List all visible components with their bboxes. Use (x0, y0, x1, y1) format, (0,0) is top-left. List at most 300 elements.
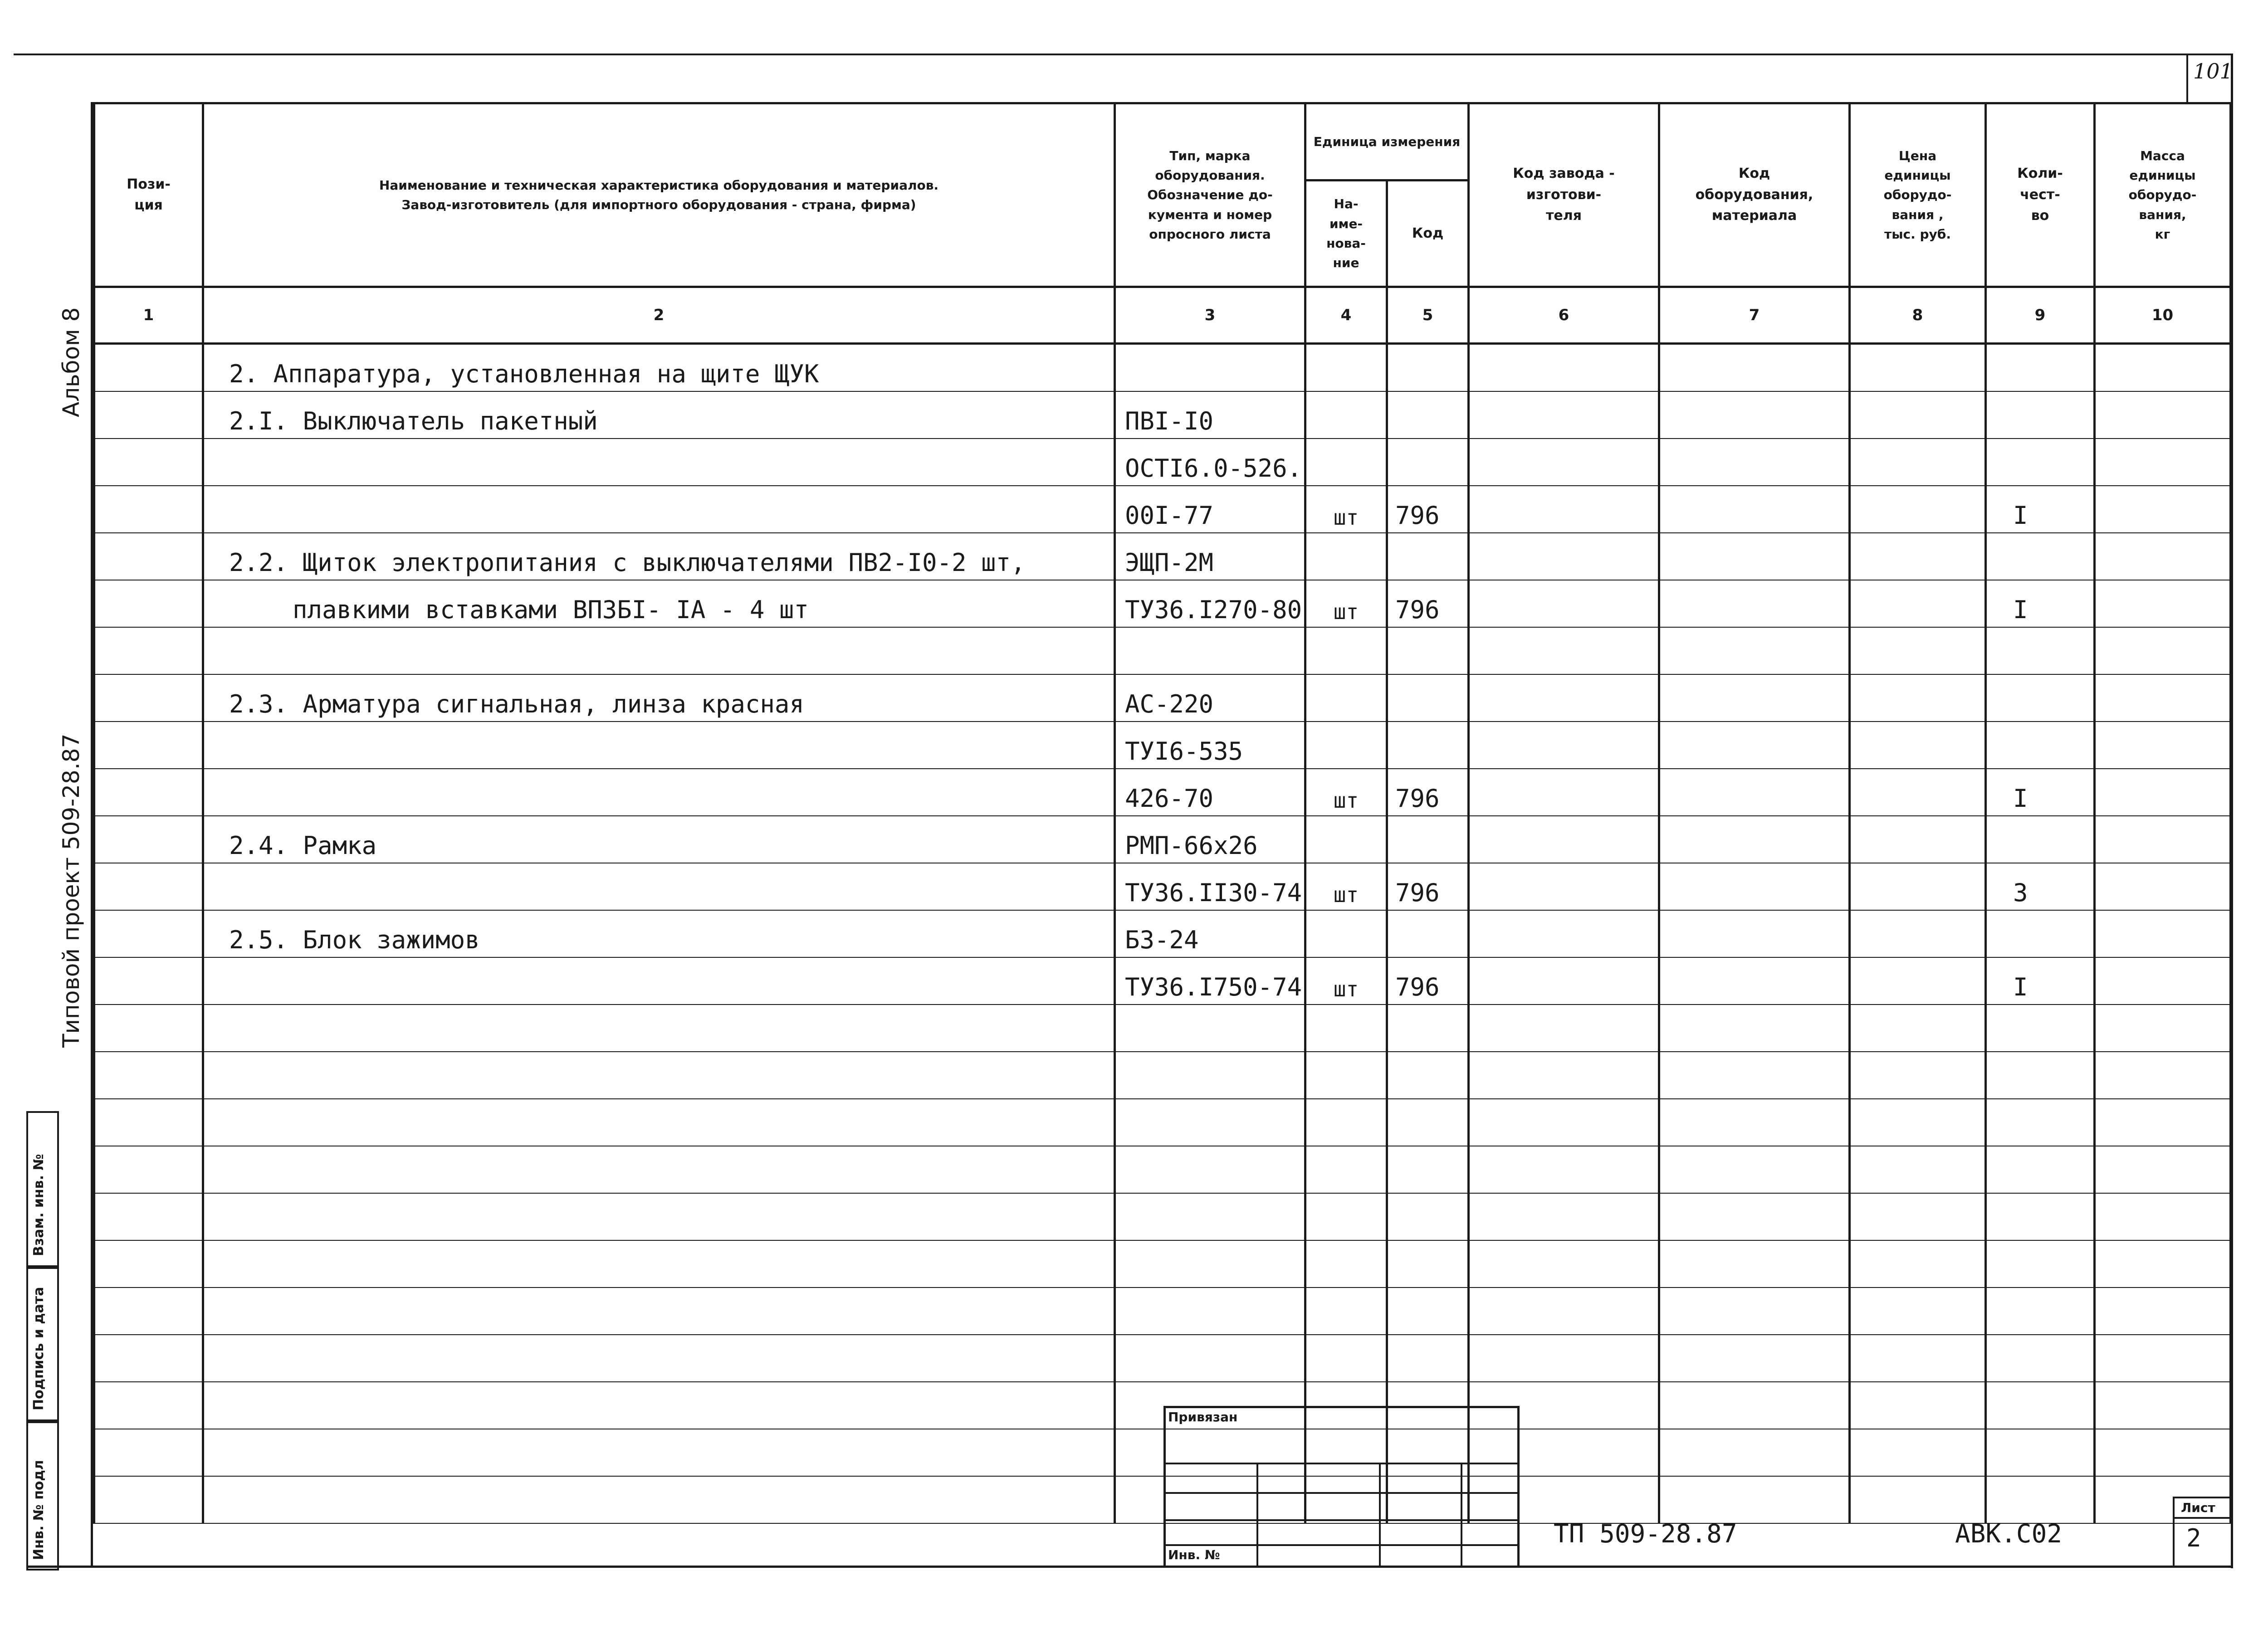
cell-equipment-code (1659, 957, 1850, 1005)
cell-unit-code (1387, 391, 1469, 439)
col-header-type: Тип, марка оборудования. Обозначение до- кумента и номер опросного листа (1115, 103, 1305, 287)
table-row (94, 344, 2231, 392)
col-number: 10 (2095, 287, 2231, 344)
stamp-original-inv: Инв. № подл (31, 1460, 47, 1560)
cell-equipment-code (1659, 1099, 1850, 1146)
album-label: Альбом 8 (58, 307, 84, 417)
cell-price (1850, 957, 1986, 1005)
cell-name: 2.I. Выключатель пакетный (203, 391, 1115, 439)
cell-quantity: 3 (1986, 863, 2095, 910)
cell-name: плавкими вставками ВПЗБI- IA - 4 шт (203, 580, 1115, 627)
cell-plant-code (1469, 391, 1659, 439)
cell-unit-code (1387, 1335, 1469, 1382)
cell-position (94, 533, 203, 580)
title-block-right (1517, 1406, 1520, 1567)
cell-plant-code (1469, 486, 1659, 533)
title-block-grid (1163, 1519, 1520, 1521)
cell-mass (2095, 1099, 2231, 1146)
table-row (94, 580, 2231, 627)
cell-unit-name (1305, 1382, 1387, 1429)
cell-equipment-code (1659, 1052, 1850, 1099)
page-number: 101 (2193, 59, 2233, 83)
cell-equipment-code (1659, 1288, 1850, 1335)
cell-name: 2.3. Арматура сигнальная, линза красная (203, 674, 1115, 722)
cell-equipment-code (1659, 910, 1850, 957)
table-row (94, 1146, 2231, 1193)
cell-price (1850, 1288, 1986, 1335)
col-header-unit-group: Единица измерения (1305, 103, 1469, 180)
cell-unit-name (1305, 722, 1387, 769)
cell-position (94, 439, 203, 486)
table-row (94, 769, 2231, 816)
cell-position (94, 863, 203, 910)
cell-plant-code (1469, 533, 1659, 580)
cell-price (1850, 580, 1986, 627)
title-block-left (1163, 1406, 1166, 1567)
title-right-top (2173, 1497, 2232, 1498)
cell-unit-code: 796 (1387, 769, 1469, 816)
table-row (94, 439, 2231, 486)
cell-mass (2095, 816, 2231, 863)
sheet-cell-left (2173, 1497, 2175, 1567)
cell-equipment-code (1659, 627, 1850, 674)
col-header-unit-name: На- име- нова- ние (1305, 180, 1387, 287)
cell-name (203, 1335, 1115, 1382)
cell-position (94, 957, 203, 1005)
cell-quantity: I (1986, 486, 2095, 533)
cell-type: ЭЩП-2М (1115, 533, 1305, 580)
cell-equipment-code (1659, 533, 1850, 580)
cell-type (1115, 344, 1305, 392)
cell-equipment-code (1659, 674, 1850, 722)
cell-quantity (1986, 627, 2095, 674)
cell-name: 2. Аппаратура, установленная на щите ЩУК (203, 344, 1115, 392)
cell-quantity (1986, 910, 2095, 957)
cell-unit-code (1387, 344, 1469, 392)
table-row (94, 957, 2231, 1005)
cell-mass (2095, 580, 2231, 627)
cell-position (94, 1476, 203, 1523)
cell-name (203, 439, 1115, 486)
cell-price (1850, 863, 1986, 910)
project-code: ТП 509-28.87 (1554, 1519, 1737, 1549)
cell-quantity: I (1986, 769, 2095, 816)
cell-mass (2095, 1193, 2231, 1240)
cell-unit-code (1387, 1146, 1469, 1193)
cell-position (94, 816, 203, 863)
cell-mass (2095, 344, 2231, 392)
cell-mass (2095, 533, 2231, 580)
sheet-label: Лист (2181, 1500, 2215, 1515)
title-block-top (1163, 1406, 1520, 1408)
cell-quantity (1986, 1146, 2095, 1193)
cell-position (94, 1146, 203, 1193)
cell-plant-code (1469, 863, 1659, 910)
cell-unit-name (1305, 1335, 1387, 1382)
cell-unit-name (1305, 1099, 1387, 1146)
cell-unit-code (1387, 1476, 1469, 1523)
cell-equipment-code (1659, 1335, 1850, 1382)
cell-name (203, 1193, 1115, 1240)
cell-position (94, 1429, 203, 1476)
cell-mass (2095, 1382, 2231, 1429)
cell-equipment-code (1659, 769, 1850, 816)
cell-unit-code (1387, 674, 1469, 722)
cell-unit-name: шт (1305, 580, 1387, 627)
cell-price (1850, 1240, 1986, 1288)
cell-type: ТУ36.II30-74 (1115, 863, 1305, 910)
cell-position (94, 1335, 203, 1382)
cell-unit-code (1387, 1429, 1469, 1476)
column-number-row (94, 287, 2231, 344)
cell-name (203, 863, 1115, 910)
title-block-grid (1163, 1463, 1520, 1464)
cell-equipment-code (1659, 722, 1850, 769)
cell-quantity (1986, 1382, 2095, 1429)
cell-mass (2095, 1476, 2231, 1523)
cell-price (1850, 1476, 1986, 1523)
cell-plant-code (1469, 344, 1659, 392)
cell-quantity: I (1986, 580, 2095, 627)
cell-equipment-code (1659, 486, 1850, 533)
cell-plant-code (1469, 1335, 1659, 1382)
cell-price (1850, 1099, 1986, 1146)
col-header-price: Цена единицы оборудо- вания , тыс. руб. (1850, 103, 1986, 287)
title-block-grid (1163, 1544, 1520, 1546)
cell-type (1115, 1476, 1305, 1523)
cell-type (1115, 1288, 1305, 1335)
cell-quantity (1986, 816, 2095, 863)
cell-unit-name: шт (1305, 957, 1387, 1005)
cell-mass (2095, 486, 2231, 533)
col-number: 2 (203, 287, 1115, 344)
cell-unit-name (1305, 439, 1387, 486)
cell-equipment-code (1659, 344, 1850, 392)
cell-name (203, 1052, 1115, 1099)
cell-position (94, 344, 203, 392)
col-number: 5 (1387, 287, 1469, 344)
cell-type (1115, 1240, 1305, 1288)
cell-quantity (1986, 1476, 2095, 1523)
cell-price (1850, 674, 1986, 722)
col-header-quantity: Коли- чест- во (1986, 103, 2095, 287)
cell-unit-name: шт (1305, 486, 1387, 533)
cell-unit-name (1305, 674, 1387, 722)
cell-mass (2095, 1429, 2231, 1476)
table-row (94, 722, 2231, 769)
cell-mass (2095, 391, 2231, 439)
cell-mass (2095, 1288, 2231, 1335)
cell-price (1850, 769, 1986, 816)
cell-type (1115, 1146, 1305, 1193)
cell-price (1850, 486, 1986, 533)
col-number: 6 (1469, 287, 1659, 344)
cell-price (1850, 1005, 1986, 1052)
cell-type (1115, 627, 1305, 674)
cell-type: ОСТI6.0-526. (1115, 439, 1305, 486)
col-header-unit-code: Код (1387, 180, 1469, 287)
table-row (94, 1288, 2231, 1335)
cell-type (1115, 1429, 1305, 1476)
cell-type: ТУ36.I270-80 (1115, 580, 1305, 627)
cell-equipment-code (1659, 1429, 1850, 1476)
cell-unit-code (1387, 1099, 1469, 1146)
cell-unit-code (1387, 1052, 1469, 1099)
cell-price (1850, 1146, 1986, 1193)
top-border (14, 54, 2232, 55)
cell-plant-code (1469, 1240, 1659, 1288)
cell-unit-name (1305, 910, 1387, 957)
cell-plant-code (1469, 816, 1659, 863)
cell-plant-code (1469, 910, 1659, 957)
cell-quantity (1986, 1288, 2095, 1335)
cell-quantity (1986, 391, 2095, 439)
cell-name (203, 769, 1115, 816)
cell-name (203, 1005, 1115, 1052)
cell-unit-name: шт (1305, 769, 1387, 816)
cell-unit-code (1387, 1382, 1469, 1429)
cell-type: АС-220 (1115, 674, 1305, 722)
sheet-cell-divider (2173, 1517, 2232, 1519)
cell-name: 2.4. Рамка (203, 816, 1115, 863)
cell-equipment-code (1659, 391, 1850, 439)
cell-price (1850, 344, 1986, 392)
cell-position (94, 1382, 203, 1429)
cell-quantity (1986, 1052, 2095, 1099)
cell-price (1850, 816, 1986, 863)
cell-price (1850, 1193, 1986, 1240)
table-row (94, 1335, 2231, 1382)
cell-name (203, 957, 1115, 1005)
cell-mass (2095, 957, 2231, 1005)
bound-label: Привязан (1168, 1410, 1238, 1424)
inv-label: Инв. № (1168, 1547, 1220, 1562)
cell-position (94, 769, 203, 816)
cell-plant-code (1469, 1099, 1659, 1146)
cell-name (203, 722, 1115, 769)
table-row (94, 1240, 2231, 1288)
cell-unit-name (1305, 1052, 1387, 1099)
table-row (94, 486, 2231, 533)
cell-name (203, 1382, 1115, 1429)
cell-type: 426-70 (1115, 769, 1305, 816)
cell-unit-code: 796 (1387, 863, 1469, 910)
cell-equipment-code (1659, 580, 1850, 627)
cell-plant-code (1469, 1146, 1659, 1193)
table-row (94, 1193, 2231, 1240)
cell-unit-name: шт (1305, 863, 1387, 910)
cell-price (1850, 391, 1986, 439)
title-block-grid (1461, 1463, 1462, 1567)
cell-unit-name (1305, 1288, 1387, 1335)
document-code: АВК.С02 (1955, 1519, 2063, 1549)
cell-price (1850, 1429, 1986, 1476)
cell-type (1115, 1099, 1305, 1146)
cell-quantity (1986, 344, 2095, 392)
cell-price (1850, 1052, 1986, 1099)
cell-name: 2.2. Щиток электропитания с выключателями ПВ2-I0-2 шт, (203, 533, 1115, 580)
cell-unit-code (1387, 627, 1469, 674)
cell-type: ПВI-I0 (1115, 391, 1305, 439)
col-header-plant-code: Код завода - изготови- теля (1469, 103, 1659, 287)
cell-mass (2095, 1052, 2231, 1099)
cell-mass (2095, 722, 2231, 769)
cell-name (203, 1240, 1115, 1288)
table-row (94, 1052, 2231, 1099)
cell-unit-name (1305, 627, 1387, 674)
cell-unit-code (1387, 1288, 1469, 1335)
cell-position (94, 910, 203, 957)
cell-type: 00I-77 (1115, 486, 1305, 533)
cell-unit-name (1305, 344, 1387, 392)
cell-equipment-code (1659, 1382, 1850, 1429)
cell-equipment-code (1659, 863, 1850, 910)
cell-price (1850, 439, 1986, 486)
project-label: Типовой проект 509-28.87 (58, 733, 84, 1048)
cell-plant-code (1469, 439, 1659, 486)
cell-plant-code (1469, 722, 1659, 769)
table-row (94, 1099, 2231, 1146)
cell-unit-name (1305, 391, 1387, 439)
col-header-position: Пози- ция (94, 103, 203, 287)
cell-plant-code (1469, 1288, 1659, 1335)
table-row (94, 674, 2231, 722)
cell-unit-code (1387, 1240, 1469, 1288)
col-number: 9 (1986, 287, 2095, 344)
cell-position (94, 1052, 203, 1099)
cell-equipment-code (1659, 1240, 1850, 1288)
title-block-grid (1163, 1492, 1520, 1494)
col-number: 1 (94, 287, 203, 344)
cell-unit-name (1305, 1005, 1387, 1052)
cell-unit-code (1387, 910, 1469, 957)
table-row (94, 910, 2231, 957)
cell-type: ТУI6-535 (1115, 722, 1305, 769)
table-row (94, 1005, 2231, 1052)
cell-equipment-code (1659, 1005, 1850, 1052)
cell-plant-code (1469, 627, 1659, 674)
cell-mass (2095, 674, 2231, 722)
specification-table (93, 102, 2232, 1524)
cell-equipment-code (1659, 1193, 1850, 1240)
cell-unit-code (1387, 816, 1469, 863)
table-row (94, 391, 2231, 439)
cell-plant-code (1469, 1476, 1659, 1523)
cell-name (203, 1476, 1115, 1523)
cell-position (94, 391, 203, 439)
table-row (94, 863, 2231, 910)
cell-price (1850, 910, 1986, 957)
table-row (94, 1429, 2231, 1476)
sheet-number: 2 (2186, 1524, 2201, 1552)
cell-plant-code (1469, 580, 1659, 627)
cell-unit-code (1387, 722, 1469, 769)
page-number-divider (2186, 54, 2188, 103)
cell-mass (2095, 1335, 2231, 1382)
cell-type (1115, 1005, 1305, 1052)
table-row (94, 533, 2231, 580)
cell-type (1115, 1335, 1305, 1382)
cell-unit-code: 796 (1387, 957, 1469, 1005)
cell-position (94, 1240, 203, 1288)
cell-position (94, 486, 203, 533)
cell-unit-name (1305, 1240, 1387, 1288)
cell-type (1115, 1193, 1305, 1240)
cell-price (1850, 533, 1986, 580)
col-header-mass: Масса единицы оборудо- вания, кг (2095, 103, 2231, 287)
cell-quantity (1986, 1099, 2095, 1146)
cell-position (94, 722, 203, 769)
table-row (94, 1476, 2231, 1523)
cell-name (203, 1288, 1115, 1335)
cell-name (203, 1429, 1115, 1476)
cell-equipment-code (1659, 816, 1850, 863)
specification-rows (94, 344, 2231, 1524)
cell-position (94, 1193, 203, 1240)
cell-name: 2.5. Блок зажимов (203, 910, 1115, 957)
cell-price (1850, 1335, 1986, 1382)
cell-quantity (1986, 533, 2095, 580)
cell-type: РМП-66х26 (1115, 816, 1305, 863)
cell-quantity (1986, 1193, 2095, 1240)
cell-quantity (1986, 1335, 2095, 1382)
cell-quantity (1986, 439, 2095, 486)
cell-position (94, 1005, 203, 1052)
cell-mass (2095, 1005, 2231, 1052)
cell-unit-code (1387, 1193, 1469, 1240)
col-header-equipment-code: Код оборудования, материала (1659, 103, 1850, 287)
table-row (94, 816, 2231, 863)
stamp-signature-date: Подпись и дата (31, 1287, 47, 1410)
col-number: 3 (1115, 287, 1305, 344)
cell-unit-name (1305, 1476, 1387, 1523)
cell-name (203, 486, 1115, 533)
cell-position (94, 627, 203, 674)
cell-type: ТУ36.I750-74 (1115, 957, 1305, 1005)
cell-quantity (1986, 722, 2095, 769)
col-number: 4 (1305, 287, 1387, 344)
table-row (94, 627, 2231, 674)
cell-type: БЗ-24 (1115, 910, 1305, 957)
cell-unit-code (1387, 1005, 1469, 1052)
stamp-replacement-inv: Взам. инв. № (31, 1154, 47, 1256)
cell-position (94, 674, 203, 722)
cell-position (94, 1288, 203, 1335)
cell-unit-name (1305, 816, 1387, 863)
cell-unit-code: 796 (1387, 486, 1469, 533)
cell-mass (2095, 769, 2231, 816)
table-row (94, 1382, 2231, 1429)
cell-unit-code: 796 (1387, 580, 1469, 627)
cell-price (1850, 627, 1986, 674)
cell-unit-name (1305, 1146, 1387, 1193)
cell-plant-code (1469, 769, 1659, 816)
cell-unit-name (1305, 1429, 1387, 1476)
cell-price (1850, 722, 1986, 769)
cell-equipment-code (1659, 1146, 1850, 1193)
cell-plant-code (1469, 1005, 1659, 1052)
col-number: 7 (1659, 287, 1850, 344)
cell-plant-code (1469, 1429, 1659, 1476)
cell-mass (2095, 1146, 2231, 1193)
cell-name (203, 627, 1115, 674)
cell-equipment-code (1659, 1476, 1850, 1523)
cell-position (94, 1099, 203, 1146)
cell-plant-code (1469, 674, 1659, 722)
cell-quantity: I (1986, 957, 2095, 1005)
cell-name (203, 1146, 1115, 1193)
cell-plant-code (1469, 1382, 1659, 1429)
